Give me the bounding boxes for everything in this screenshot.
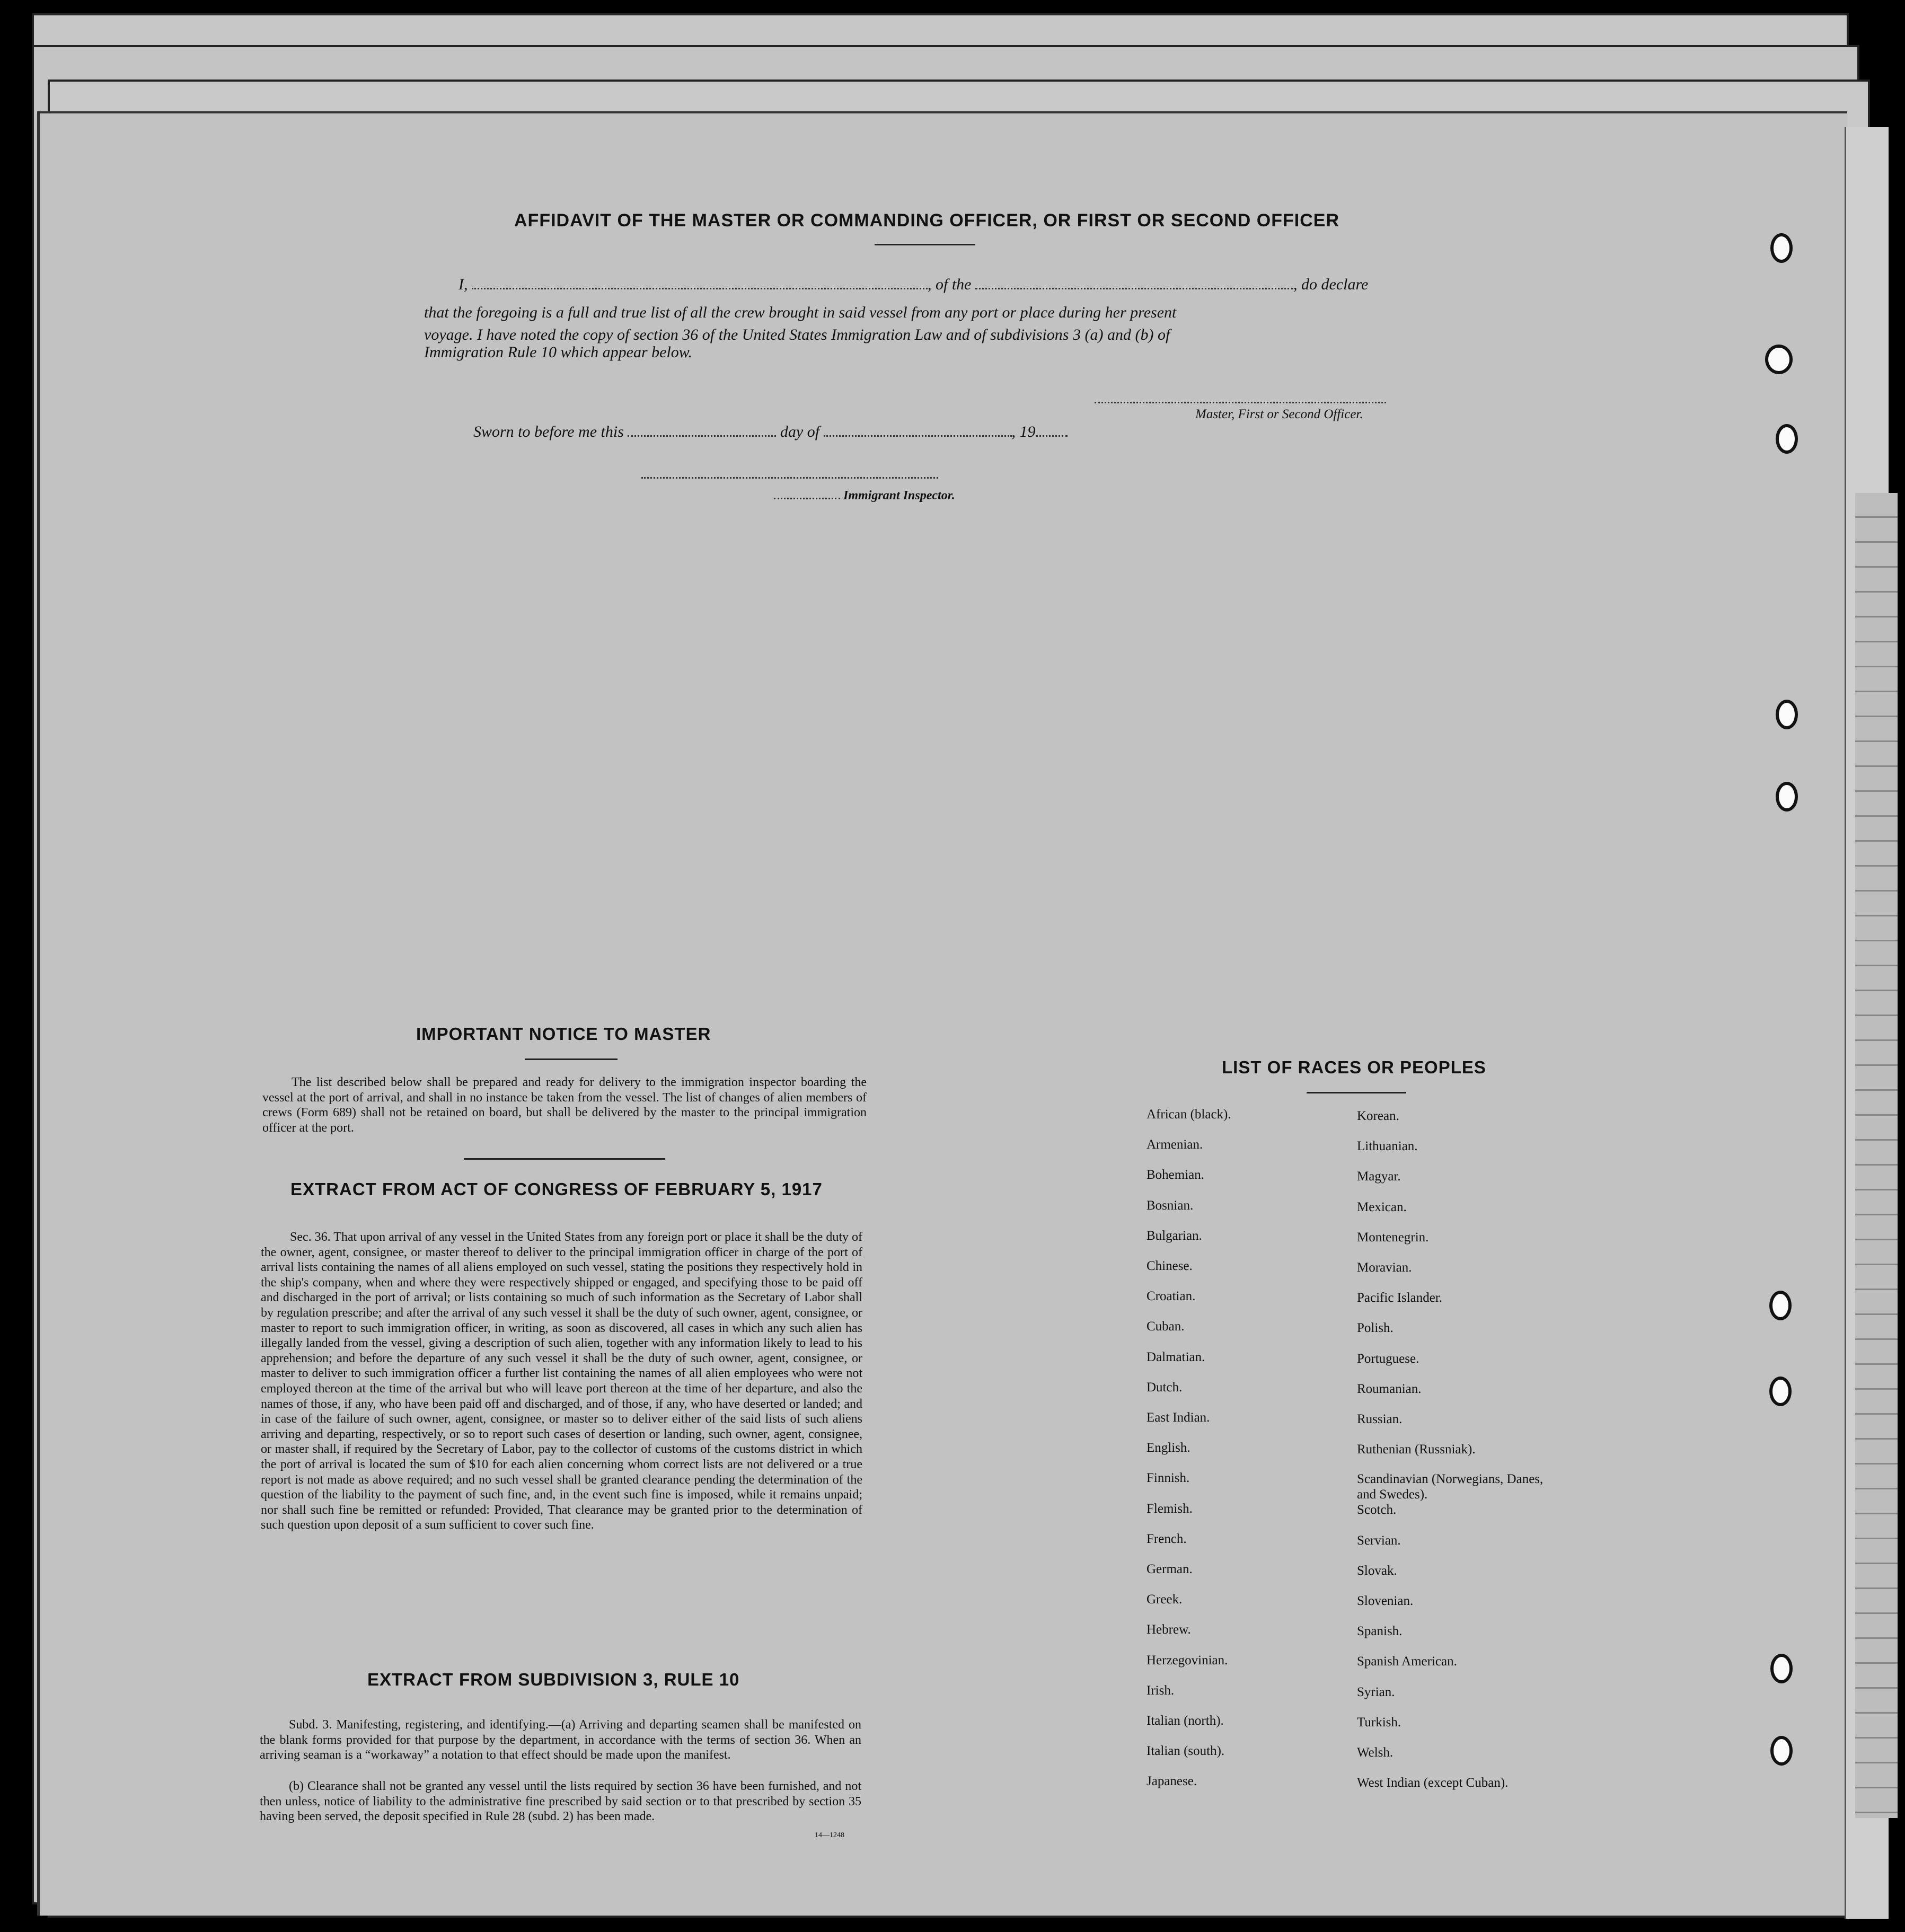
- binder-hole-icon: [1776, 424, 1798, 454]
- race-item: Pacific Islander.: [1357, 1291, 1443, 1305]
- race-item: Ruthenian (Russniak).: [1357, 1442, 1476, 1457]
- sworn-day-blank[interactable]: [628, 432, 776, 437]
- ruled-edge-lines: [1855, 493, 1898, 1818]
- affidavit-line4: Immigration Rule 10 which appear below.: [424, 343, 693, 361]
- race-item: Croatian.: [1146, 1289, 1196, 1304]
- name-blank[interactable]: [472, 285, 928, 289]
- of-the-label: , of the: [928, 276, 972, 293]
- race-item: French.: [1146, 1531, 1187, 1546]
- sworn-label: Sworn to before me this: [473, 423, 624, 440]
- race-item: West Indian (except Cuban).: [1357, 1776, 1509, 1790]
- sworn-year-blank[interactable]: [1036, 432, 1068, 437]
- vessel-blank[interactable]: [975, 285, 1293, 289]
- race-item: Finnish.: [1146, 1471, 1190, 1486]
- races-rule: [1307, 1092, 1406, 1093]
- race-item: Herzegovinian.: [1146, 1653, 1228, 1668]
- race-item: Dutch.: [1146, 1380, 1183, 1395]
- race-item: Bosnian.: [1146, 1198, 1194, 1213]
- race-item: Armenian.: [1146, 1137, 1203, 1152]
- races-column-2: [1357, 1101, 1548, 1798]
- inspector-label: Immigrant Inspector.: [843, 489, 955, 502]
- affidavit-line1: [458, 276, 1368, 294]
- race-item: Dalmatian.: [1146, 1349, 1205, 1364]
- race-item: Greek.: [1146, 1592, 1183, 1607]
- race-item: Korean.: [1357, 1109, 1399, 1123]
- race-item: Mexican.: [1357, 1199, 1407, 1214]
- binder-hole-icon: [1770, 233, 1793, 263]
- do-declare-label: , do declare: [1293, 276, 1369, 293]
- race-item: German.: [1146, 1562, 1193, 1577]
- race-item: Magyar.: [1357, 1169, 1401, 1184]
- day-of-label: day of: [780, 423, 820, 440]
- notice-text: The list described below shall be prepared and ready for delivery to the immigration inspector boarding the vessel at the port of arrival, and shall in no instance be taken from the vessel. The list of changes of alien members of crews (Form 689) shall not be retained on board, but shall be delivered by the master to the principal immigration officer at the port.: [262, 1075, 867, 1135]
- affidavit-line2: that the foregoing is a full and true list of all the crew brought in said vessel from any port or place during her present: [424, 304, 1177, 321]
- notice-divider: [464, 1158, 665, 1160]
- race-item: Portuguese.: [1357, 1351, 1419, 1366]
- race-item: African (black).: [1146, 1107, 1231, 1122]
- race-item: Russian.: [1357, 1412, 1403, 1427]
- notice-rule: [525, 1058, 618, 1060]
- binder-hole-icon: [1765, 345, 1793, 374]
- extract-act-title: EXTRACT FROM ACT OF CONGRESS OF FEBRUARY 5, 1917: [290, 1179, 823, 1199]
- race-item: Italian (south).: [1146, 1744, 1225, 1759]
- inspector-signature-blank[interactable]: [641, 474, 938, 479]
- race-item: Roumanian.: [1357, 1381, 1422, 1396]
- race-item: Welsh.: [1357, 1745, 1394, 1760]
- i-label: I,: [458, 276, 468, 293]
- affidavit-line3: voyage. I have noted the copy of section 36 of the United States Immigration Law and of subdivisions 3 (a) and (b) of: [424, 326, 1170, 343]
- race-item: Hebrew.: [1146, 1622, 1191, 1637]
- form-code: 14—1248: [815, 1831, 844, 1839]
- affidavit-title: AFFIDAVIT OF THE MASTER OR COMMANDING OFFICER, OR FIRST OR SECOND OFFICER: [514, 210, 1339, 231]
- extract-act-text: Sec. 36. That upon arrival of any vessel in the United States from any foreign port or place it shall be the duty of the owner, agent, consignee, or master thereof to deliver to the principal immigration officer in charge of the port of arrival lists containing the names of all aliens employed on such vessel, stating the positions they respectively hold in the ship's company, when and where they were respectively shipped or engaged, and specifying those to be paid off and discharged in the port of arrival; or lists containing so much of such information as the Secretary of Labor shall by regulation prescribe; and after the arrival of any such vessel it shall be the duty of such owner, agent, consignee, or master to report to such immigration officer, in writing, as soon as discovered, all cases in which any such alien has illegally landed from the vessel, giving a description of such alien, together with any information likely to lead to his apprehension; and before the departure of any such vessel it shall be the duty of such owner, agent, consignee, or master to deliver to such immigration officer a further list containing the names of all alien employees who were not employed thereon at the time of the arrival but who will leave port thereon at the time of her departure, and also the names of those, if any, who have been paid off and discharged, and of those, if any, who have deserted or landed; and in case of the failure of such owner, agent, consignee, or master so to deliver either of the said lists of such aliens arriving and departing, respectively, or so to report such cases of desertion or landing, such owner, agent, consignee, or master shall, if required by the Secretary of Labor, pay to the collector of customs of the customs district in which the port of arrival is located the sum of $10 for each alien concerning whom correct lists are not delivered or a true report is not made as above required; and no such vessel shall be granted clearance pending the determination of the question of the liability to the payment of such fine, and, in the event such fine is imposed, while it remains unpaid; nor shall such fine be remitted or refunded: Provided, That clearance may be granted prior to the determination of such question upon deposit of a sum sufficient to cover such fine.: [261, 1230, 862, 1532]
- binder-hole-icon: [1776, 700, 1798, 729]
- race-item: Italian (north).: [1146, 1714, 1224, 1728]
- sworn-month-blank[interactable]: [824, 432, 1012, 437]
- race-item: Servian.: [1357, 1533, 1401, 1548]
- binder-hole-icon: [1769, 1291, 1792, 1320]
- notice-title: IMPORTANT NOTICE TO MASTER: [416, 1024, 711, 1044]
- race-item: Scandinavian (Norwegians, Danes, and Swedes).: [1357, 1472, 1544, 1502]
- signature-label: Master, First or Second Officer.: [1195, 407, 1363, 421]
- race-item: Moravian.: [1357, 1260, 1412, 1275]
- race-item: Spanish American.: [1357, 1654, 1457, 1669]
- race-item: East Indian.: [1146, 1410, 1210, 1425]
- extract-rule-text-a: Subd. 3. Manifesting, registering, and identifying.—(a) Arriving and departing seamen shall be manifested on the blank forms provided for that purpose by the department, in accordance with the terms of section 36. When an arriving seaman is a “workaway” a notation to that effect should be made upon the manifest.: [260, 1718, 861, 1762]
- sworn-line: [473, 423, 1068, 441]
- race-item: Turkish.: [1357, 1715, 1401, 1730]
- race-item: Slovenian.: [1357, 1594, 1414, 1609]
- race-item: Cuban.: [1146, 1319, 1185, 1334]
- title-rule: [875, 244, 975, 245]
- extract-rule-text-b: (b) Clearance shall not be granted any vessel until the lists required by section 36 have been furnished, and not then unless, notice of liability to the administrative fine prescribed by said section or to that prescribed by section 35 having been served, the deposit specified in Rule 28 (subd. 2) has been made.: [260, 1779, 861, 1824]
- binder-hole-icon: [1770, 1736, 1793, 1766]
- race-item: Syrian.: [1357, 1684, 1395, 1699]
- race-item: Slovak.: [1357, 1563, 1397, 1578]
- binder-hole-icon: [1770, 1654, 1793, 1683]
- race-item: Bulgarian.: [1146, 1228, 1202, 1243]
- binder-hole-icon: [1769, 1377, 1792, 1406]
- race-item: Lithuanian.: [1357, 1139, 1418, 1154]
- races-column-1: [1146, 1099, 1231, 1797]
- race-item: Polish.: [1357, 1321, 1394, 1336]
- race-item: English.: [1146, 1441, 1190, 1455]
- race-item: Irish.: [1146, 1683, 1175, 1698]
- extract-rule-title: EXTRACT FROM SUBDIVISION 3, RULE 10: [367, 1670, 740, 1689]
- race-item: Bohemian.: [1146, 1168, 1205, 1183]
- document-page: [37, 111, 1847, 1916]
- inspector-line: [774, 489, 955, 503]
- races-title: LIST OF RACES OR PEOPLES: [1222, 1057, 1486, 1077]
- inspector-blank[interactable]: [774, 495, 840, 499]
- race-item: Flemish.: [1146, 1501, 1193, 1516]
- race-item: Spanish.: [1357, 1624, 1403, 1639]
- race-item: Scotch.: [1357, 1503, 1397, 1518]
- race-item: Japanese.: [1146, 1774, 1197, 1789]
- year-label: , 19: [1011, 423, 1036, 440]
- signature-blank[interactable]: [1095, 399, 1386, 403]
- race-item: Chinese.: [1146, 1259, 1193, 1274]
- binder-hole-icon: [1776, 782, 1798, 811]
- race-item: Montenegrin.: [1357, 1230, 1429, 1245]
